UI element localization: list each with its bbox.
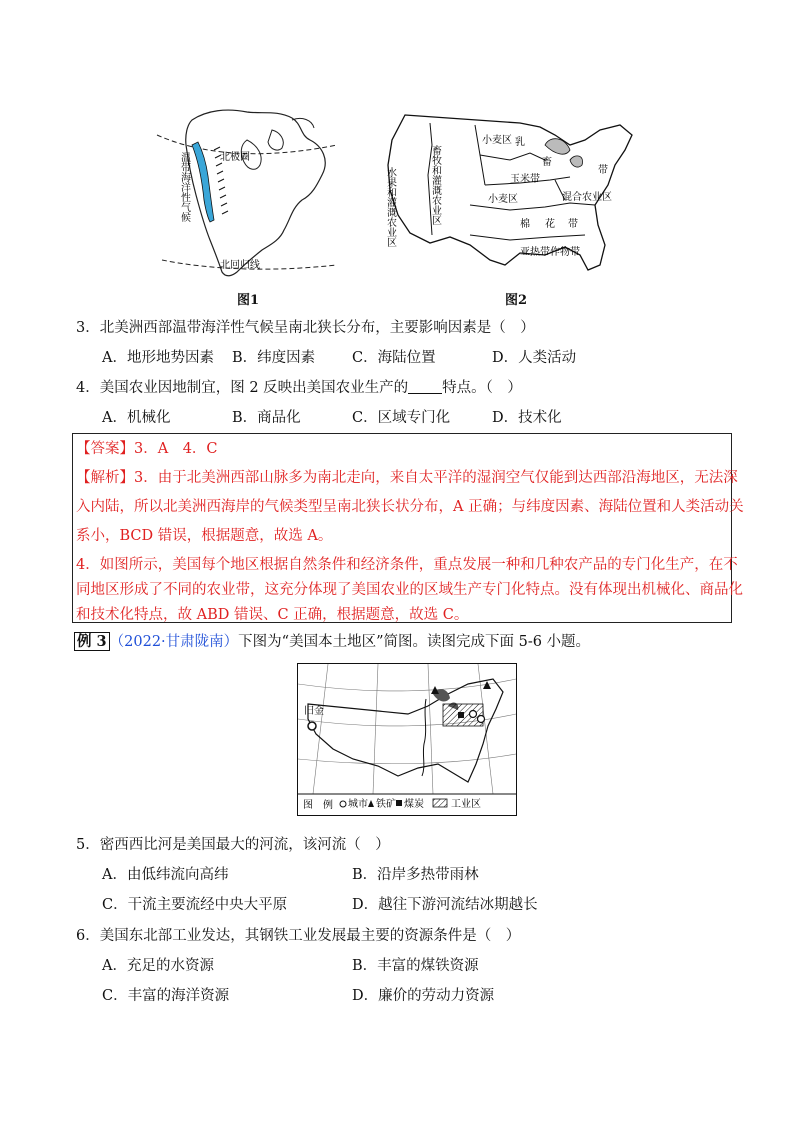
- q4-text-after: 特点。（ ）: [442, 380, 522, 396]
- example-source: （2022·甘肃陇南）: [109, 634, 239, 650]
- q3-option-c[interactable]: C．海陆位置: [352, 350, 436, 366]
- answer-line-1: 【答案】3．A 4．C: [76, 441, 218, 457]
- answer-line-5: 4．如图所示，美国每个地区根据自然条件和经济条件，重点发展一种和几种农产品的专门化生产，在不: [76, 557, 738, 573]
- tropic-label: 北回归线: [220, 260, 260, 271]
- q3-option-a[interactable]: A．地形地势因素: [102, 350, 214, 366]
- q4-option-c[interactable]: C．区域专门化: [352, 410, 451, 426]
- north-america-climate-map: [152, 100, 342, 285]
- zone-dairy-1: 乳: [515, 137, 525, 148]
- q6-option-c[interactable]: C．丰富的海洋资源: [102, 988, 230, 1004]
- arctic-circle-label: 北极圈: [220, 152, 250, 163]
- answer-line-7: 和技术化特点，故 ABD 错误、C 正确，根据题意，故选 C。: [76, 607, 469, 623]
- q5-option-b[interactable]: B．沿岸多热带雨林: [352, 867, 479, 883]
- q5-option-c[interactable]: C．干流主要流经中央大平原: [102, 897, 288, 913]
- zone-dairy-3: 带: [598, 165, 608, 176]
- q4-option-d[interactable]: D．技术化: [492, 410, 562, 426]
- figure-3: [297, 663, 517, 816]
- legend-title: 图 例: [303, 800, 333, 811]
- q6-option-b[interactable]: B．丰富的煤铁资源: [352, 958, 479, 974]
- example-text: 下图为“美国本土地区”简图。读图完成下面 5-6 小题。: [238, 634, 591, 650]
- q6-option-d[interactable]: D．廉价的劳动力资源: [352, 988, 495, 1004]
- climate-label: 温带海洋性气候: [178, 152, 190, 222]
- zone-spring-wheat-label: 小麦区: [482, 135, 512, 146]
- zone-winter-wheat-label: 小麦区: [488, 194, 518, 205]
- answer-line-3: 入内陆，所以北美洲西海岸的气候类型呈南北狭长状分布，A 正确；与纬度因素、海陆位置和人类活动关: [76, 499, 744, 515]
- legend-coal: 煤炭: [404, 799, 424, 810]
- zone-cotton-2: 花: [545, 219, 555, 230]
- zone-dairy-2: 畜: [542, 157, 552, 168]
- q3-option-d[interactable]: D．人类活动: [492, 350, 577, 366]
- example-3-heading: [74, 632, 590, 652]
- figure-2: [370, 105, 645, 285]
- zone-cotton-3: 带: [568, 219, 578, 230]
- question-6: 6．美国东北部工业发达，其钢铁工业发展最主要的资源条件是（ ）: [76, 928, 521, 944]
- zone-fruit-label: 水果和灌溉农业区: [384, 167, 396, 247]
- us-mainland-map: [298, 664, 516, 815]
- zone-subtropical-label: 亚热带作物带: [520, 247, 580, 258]
- q3-option-b[interactable]: B．纬度因素: [232, 350, 316, 366]
- example-badge: 例 3: [74, 632, 110, 651]
- figure-1: [152, 100, 342, 285]
- legend-mine: 铁矿: [376, 799, 396, 810]
- legend-city: 城市: [348, 799, 368, 810]
- answer-line-6: 同地区形成了不同的农业带，这充分体现了美国农业的区域生产专门化特点。没有体现出机械化、商品化: [76, 582, 743, 598]
- q6-option-a[interactable]: A．充足的水资源: [102, 958, 214, 974]
- q4-option-b[interactable]: B．商品化: [232, 410, 301, 426]
- us-agriculture-map: [370, 105, 645, 285]
- zone-mixed-label: 混合农业区: [562, 192, 612, 203]
- question-3: 3．北美洲西部温带海洋性气候呈南北狭长分布，主要影响因素是（ ）: [76, 320, 535, 336]
- figure-2-caption: 图2: [505, 293, 528, 308]
- zone-cotton-1: 棉: [520, 219, 530, 230]
- legend-industry: 工业区: [451, 799, 481, 810]
- question-4: [76, 378, 522, 398]
- zone-corn-label: 玉米带: [510, 174, 540, 185]
- q5-option-a[interactable]: A．由低纬流向高纬: [102, 867, 229, 883]
- answer-line-2: 【解析】3．由于北美洲西部山脉多为南北走向，来自太平洋的湿润空气仅能到达西部沿海地区，无法深: [76, 470, 738, 486]
- question-5: 5．密西西比河是美国最大的河流，该河流（ ）: [76, 837, 390, 853]
- figure-1-caption: 图1: [237, 293, 260, 308]
- zone-grazing-label: 畜牧和灌溉农业区: [429, 145, 441, 225]
- answer-line-4: 系小，BCD 错误，根据题意，故选 A。: [76, 528, 333, 544]
- q5-option-d[interactable]: D．越往下游河流结冰期越长: [352, 897, 538, 913]
- map-sea-label: 旧金: [304, 706, 324, 717]
- q4-blank: [408, 379, 442, 394]
- q4-option-a[interactable]: A．机械化: [102, 410, 171, 426]
- q4-text-before: 4．美国农业因地制宜，图 2 反映出美国农业生产的: [76, 380, 409, 396]
